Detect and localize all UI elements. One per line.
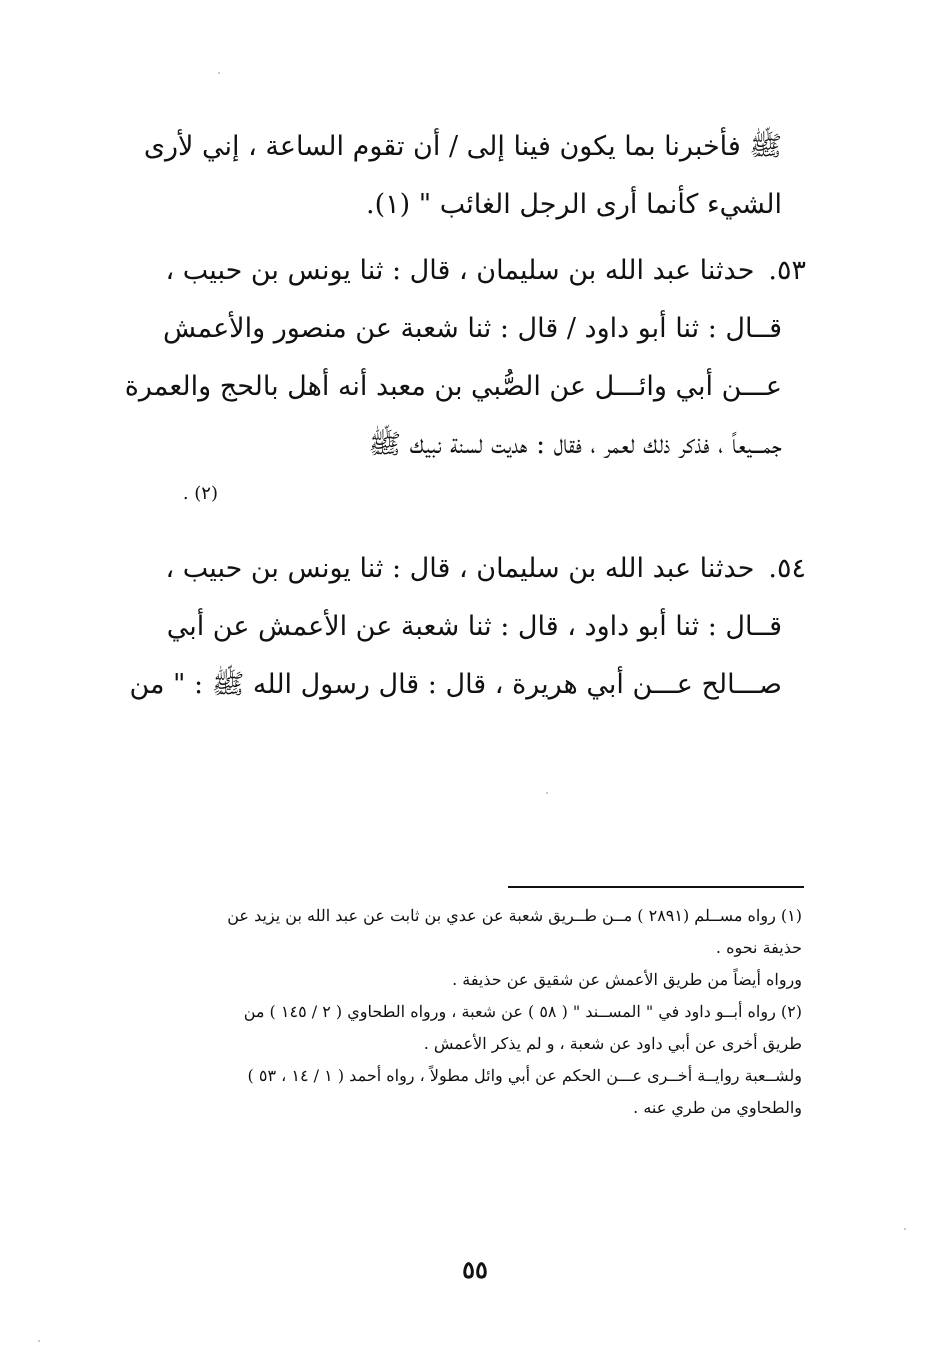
text-line: حدثنا عبد الله بن سليمان ، قال : ثنا يونس بن حبيب ، (165, 553, 755, 584)
scan-speck (218, 72, 220, 74)
hadith-53-first-line (160, 242, 806, 300)
text-line: صـــالح عـــن أبي هريرة ، قال : قال رسول الله ﷺ : " من (129, 669, 782, 700)
hadith-54-first-line (160, 540, 806, 598)
footnote-ref: (٢) . (182, 483, 218, 504)
text-line: قــال : ثنا أبو داود ، قال : ثنا شعبة عن الأعمش عن أبي (166, 611, 782, 642)
footnote-line: حذيفة نحوه . (715, 938, 802, 957)
text-line: الشيء كأنما أرى الرجل الغائب " (١). (366, 189, 782, 220)
scan-speck (546, 792, 548, 794)
continuation-block (143, 118, 782, 234)
footnote-line: ورواه أيضاً من طريق الأعمش عن شقيق عن حذيفة . (452, 970, 802, 989)
scan-speck (38, 1340, 40, 1342)
footnote-line: (١) رواه مســلم (٢٨٩١ ) مــن طــريق شعبة عن عدي بن ثابت عن عبد الله بن يزيد عن (227, 906, 802, 925)
footnotes (150, 900, 802, 1124)
footnote-divider (508, 886, 804, 888)
hadith-54 (129, 540, 806, 714)
text-line: ﷺ فأخبرنا بما يكون فينا إلى / أن تقوم الساعة ، إني لأرى (143, 131, 782, 162)
hadith-number: ٥٤. (768, 553, 806, 584)
footnote-line: والطحاوي من طري عنه . (633, 1098, 802, 1117)
text-line: حدثنا عبد الله بن سليمان ، قال : ثنا يونس بن حبيب ، (165, 255, 755, 286)
text-line: قــال : ثنا أبو داود / قال : ثنا شعبة عن منصور والأعمش (163, 313, 782, 344)
text-line: جمـــيعاً ، فذكر ذلك لعمر ، فقال : هديت لسنة نبيك ﷺ (368, 429, 782, 460)
footnote-line: طريق أخرى عن أبي داود عن شعبة ، و لم يذكر الأعمش . (423, 1034, 802, 1053)
scan-speck (904, 1228, 906, 1230)
hadith-number: ٥٣. (768, 255, 806, 286)
footnote-line: ولشــعبة روايــة أخــرى عـــن الحكم عن أبي وائل مطولاً ، رواه أحمد ( ١ / ١٤ ، ٥٣ ) (247, 1066, 802, 1085)
page-number: ٥٥ (462, 1255, 488, 1284)
hadith-53 (124, 242, 806, 514)
text-line: عـــن أبي وائـــل عن الصُّبي بن معبد أنه أهل بالحج والعمرة (124, 371, 782, 402)
footnote-line: (٢) رواه أبــو داود في " المســند " ( ٥٨ ) عن شعبة ، ورواه الطحاوي ( ٢ / ١٤٥ ) من (243, 1002, 802, 1021)
